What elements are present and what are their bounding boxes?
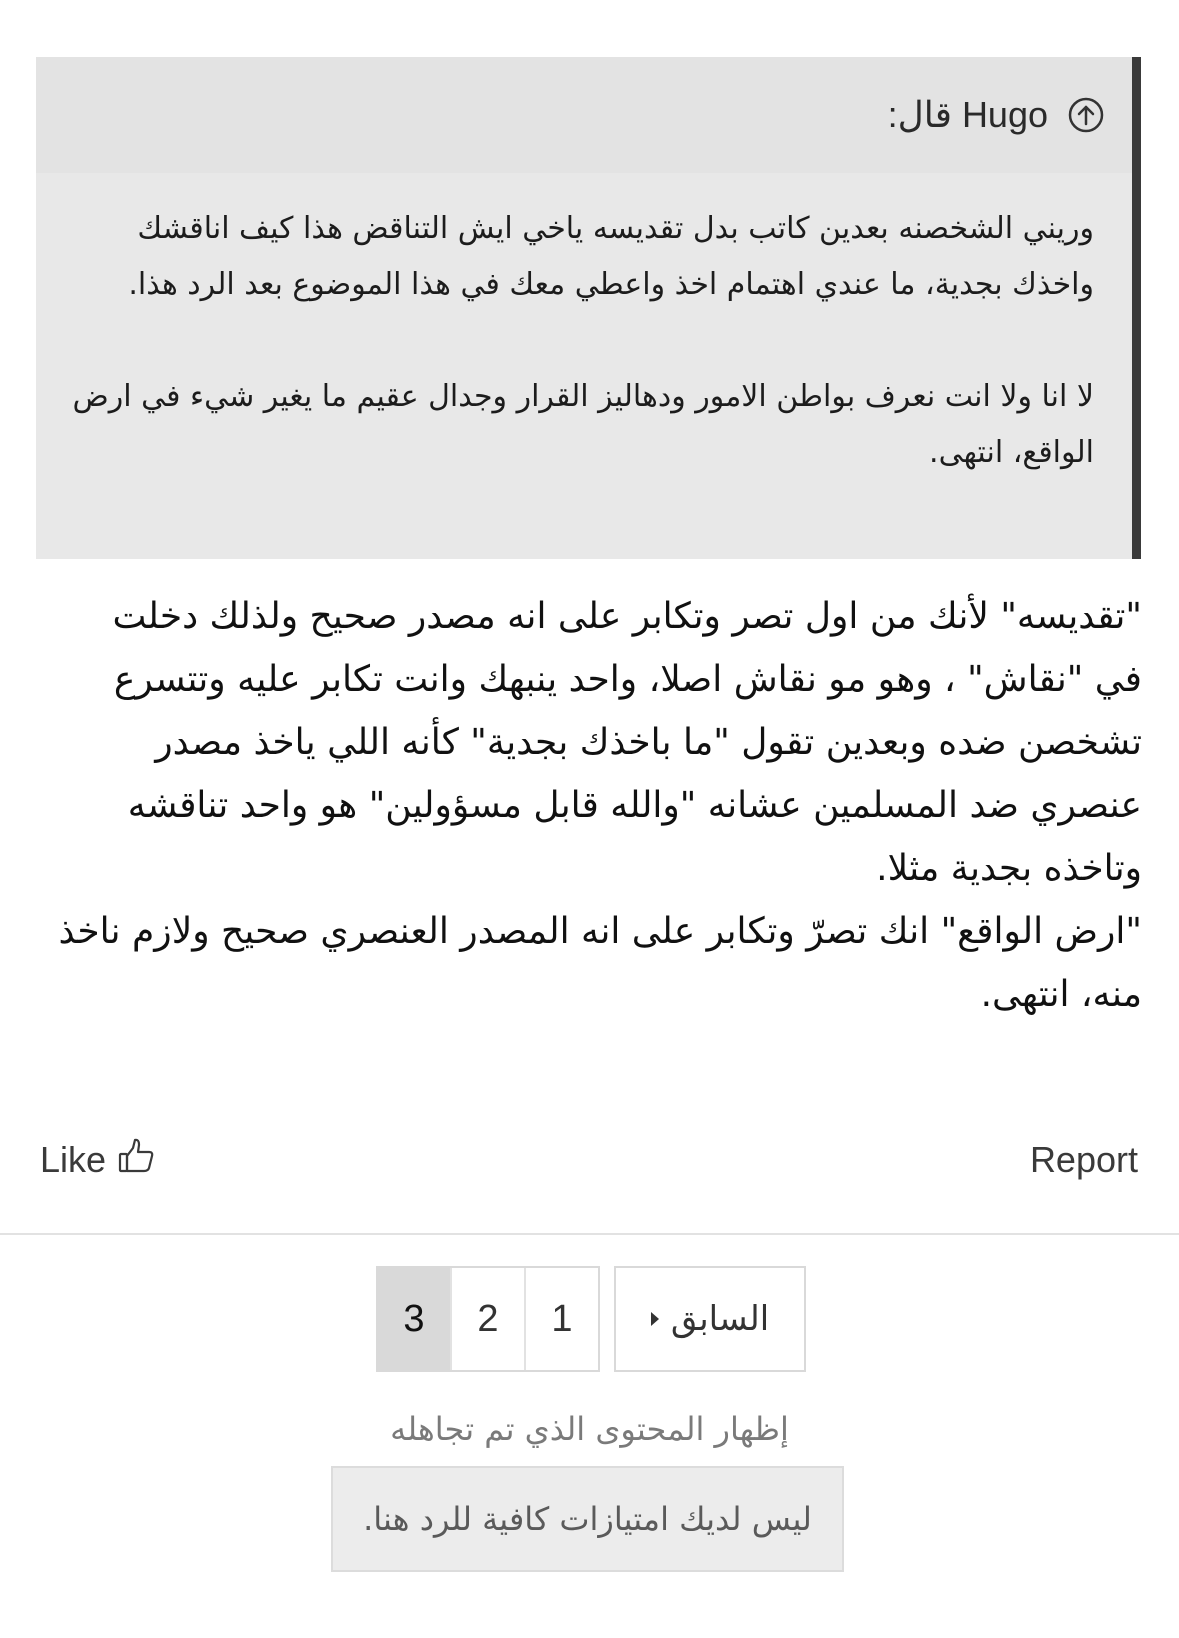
quote-author: Hugo قال: [887,94,1048,135]
post-paragraph: "تقديسه" لأنك من اول تصر وتكابر على انه مصدر صحيح ولذلك دخلت في "نقاش" ، وهو مو نقاش اصلا، واحد ينبهك وانت تكابر عليه وتتسرع تشخصن ضده وبعدين تقول "ما باخذك بجدية" كأنه اللي ياخذ مصدر عنصري ضد المسلمين عشانه "والله قابل مسؤولين" هو واحد تناقشه وتاخذه بجدية مثلا. [112,596,1142,889]
page-numbers [376,1266,600,1372]
post-actions [40,1135,1138,1185]
no-privileges-notice [331,1466,844,1572]
thumbs-up-icon [116,1136,156,1185]
show-ignored-link[interactable]: إظهار المحتوى الذي تم تجاهله [390,1410,789,1448]
divider [0,1233,1179,1235]
page-3[interactable]: 3 [378,1268,452,1370]
prev-label: السابق [670,1299,770,1339]
page-1[interactable]: 1 [551,1297,573,1340]
report-button[interactable]: Report [1029,1139,1138,1180]
prev-page-button[interactable] [614,1266,806,1372]
quote-header [36,57,1132,173]
page-2[interactable]: 2 [452,1268,526,1370]
quote-body [36,173,1132,481]
quote-paragraph: وريني الشخصنه بعدين كاتب بدل تقديسه ياخي ايش التناقض هذا كيف اناقشك واخذك بجدية، ما عندي اهتمام اخذ واعطي معك في هذا الموضوع بعد الرد هذا. [128,211,1094,302]
post-body [56,585,1142,1026]
no-privileges-text: ليس لديك امتيازات كافية للرد هنا. [363,1500,812,1538]
like-button[interactable] [40,1136,156,1185]
quote-block [36,57,1141,559]
post-paragraph: "ارض الواقع" انك تصرّ وتكابر على انه المصدر العنصري صحيح ولازم ناخذ منه، انتهى. [58,911,1142,1015]
quote-paragraph: لا انا ولا انت نعرف بواطن الامور ودهاليز القرار وجدال عقيم ما يغير شيء في ارض الواقع، انتهى. [72,379,1094,470]
caret-right-icon [651,1312,659,1326]
arrow-up-circle-icon[interactable] [1068,97,1104,133]
pagination [376,1266,806,1372]
like-label: Like [40,1139,107,1180]
